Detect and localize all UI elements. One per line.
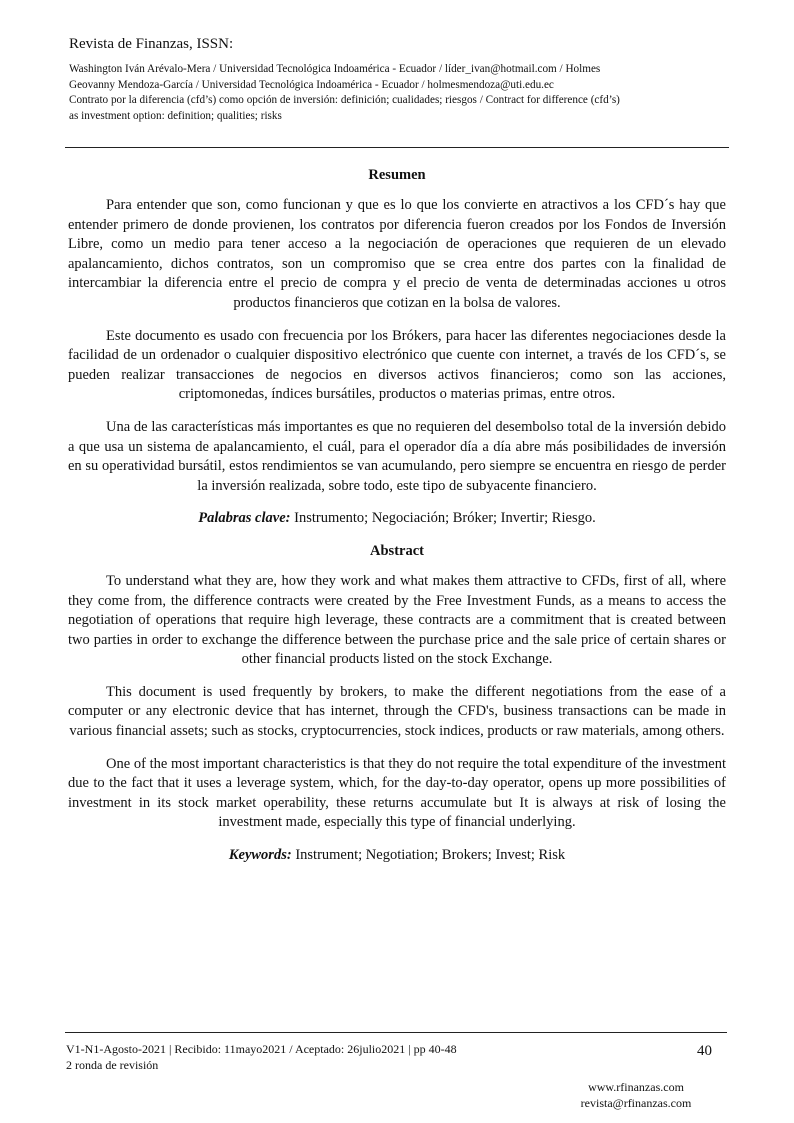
keywords-list: Instrument; Negotiation; Brokers; Invest; Risk	[291, 847, 566, 864]
palabras-clave-list: Instrumento; Negociación; Bróker; Invertir; Riesgo.	[290, 510, 596, 527]
header-divider	[65, 147, 729, 148]
abstract-paragraph-3: One of the most important characteristics is that they do not require the total expenditure of the investment due to the fact that it uses a leverage system, which, for the day-to-day operator, opens up more possibilities of investment in its stock market operability, these returns accumulate but It is always at risk of losing the investment made, especially this type of financial underlying.	[68, 755, 726, 831]
abstract-paragraph-1: To understand what they are, how they work and what makes them attractive to CFDs, first of all, where they come from, the difference contracts were created by the Free Investment Funds, as a means to access the negotiation of operations that require high leverage, these contracts are a commitment that is created between two parties in order to exchange the difference between the purchase price and the sale price of certain shares or other financial products listed on the stock Exchange.	[68, 572, 726, 668]
journal-title: Revista de Finanzas, ISSN:	[69, 36, 234, 52]
footer-divider	[65, 1032, 727, 1033]
resumen-section	[68, 165, 726, 529]
resumen-paragraph-3: Una de las características más importantes es que no requieren del desembolso total de la inversión debido a que usa un sistema de apalancamiento, el cuál, para el operador día a día abre más posibilidades de inversión en su operatividad bursátil, estos rendimientos se van acumulando, pero siempre se encuentra en riesgo de perder la inversión realizada, sobre todo, este tipo de subyacente financiero.	[68, 418, 726, 494]
palabras-clave	[68, 509, 726, 529]
website-link[interactable]: www.rfinanzas.com	[588, 1080, 684, 1094]
resumen-paragraph-2: Este documento es usado con frecuencia por los Brókers, para hacer las diferentes negociaciones desde la facilidad de un ordenador o cualquier dispositivo electrónico que cuente con internet, a través de los CFD´s, se pueden realizar transacciones de negocios en diversos activos financieros; como son las acciones, criptomonedas, índices bursátiles, productos o materias primas, entre otros.	[68, 327, 726, 403]
article-title-line-1: Contrato por la diferencia (cfd’s) como opción de inversión: definición; cualidades; riesgos / Contract for difference (cfd’s)	[69, 94, 620, 106]
palabras-clave-label: Palabras clave:	[198, 510, 291, 527]
page-header	[69, 34, 731, 124]
email-link[interactable]: revista@rfinanzas.com	[580, 1096, 692, 1110]
footer-issue-info	[66, 1041, 457, 1073]
abstract-paragraph-2: This document is used frequently by brokers, to make the different negotiations from the ease of a computer or any electronic device that has internet, through the CFD's, business transactions can be made in various financial assets; such as stocks, cryptocurrencies, stock indices, products or raw materials, among others.	[68, 683, 726, 740]
resumen-paragraph-1: Para entender que son, como funcionan y que es lo que los convierte en atractivos a los CFD´s hay que entender primero de donde provienen, los contratos por diferencia fueron creados por los Fondos de Inversión Libre, como un medio para tener acceso a la negociación de operaciones que requieren de un elevado apalancamiento, dichos contratos, son un compromiso que se crea entre dos partes con la finalidad de intercambiar la diferencia entre el precio de compra y el precio de venta de determinadas acciones u otros productos financieros que cotizan en la bolsa de valores.	[68, 197, 726, 311]
issue-line: V1-N1-Agosto-2021 | Recibido: 11mayo2021 / Aceptado: 26julio2021 | pp 40-48	[66, 1042, 457, 1056]
authors-line-2: Geovanny Mendoza-García / Universidad Tecnológica Indoamérica - Ecuador / holmesmendoza@uti.edu.ec	[69, 78, 554, 91]
review-round: 2 ronda de revisión	[66, 1058, 159, 1072]
abstract-section	[68, 541, 726, 866]
keywords	[68, 846, 726, 866]
main-content	[68, 165, 726, 878]
page-number: 40	[697, 1043, 712, 1059]
keywords-label: Keywords:	[228, 847, 292, 864]
authors-line-1: Washington Iván Arévalo-Mera / Universidad Tecnológica Indoamérica - Ecuador / líder_ivan@hotmail.com / Holmes	[69, 63, 601, 75]
abstract-heading: Abstract	[370, 542, 424, 559]
resumen-heading: Resumen	[368, 167, 426, 183]
footer-contact	[560, 1079, 712, 1111]
article-title-line-2: as investment option: definition; qualities; risks	[69, 109, 282, 122]
